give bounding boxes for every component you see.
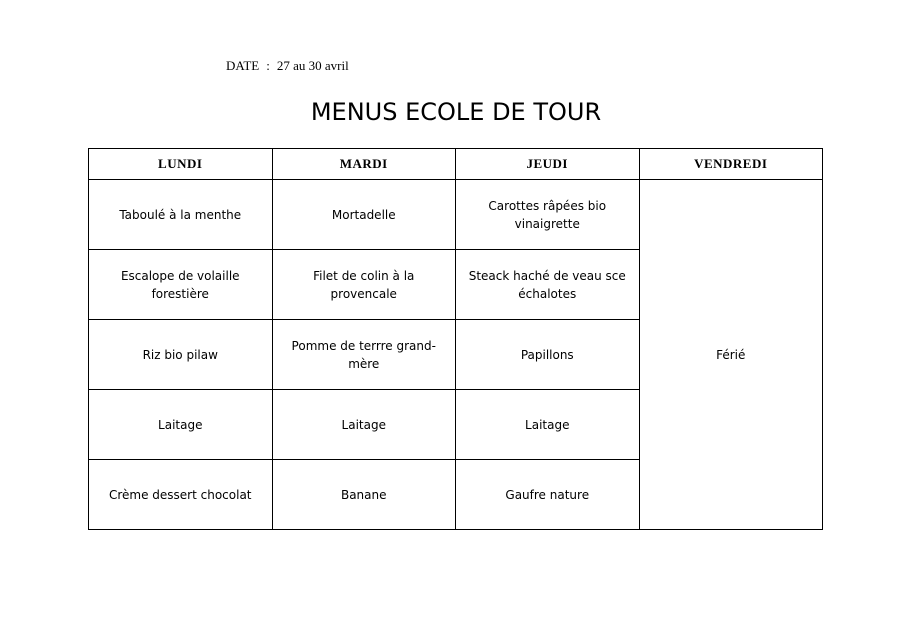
cell-lundi-laitage: Laitage xyxy=(89,390,273,460)
cell-lundi-dessert: Crème dessert chocolat xyxy=(89,460,273,530)
cell-mardi-laitage: Laitage xyxy=(272,390,456,460)
header-row xyxy=(89,149,823,180)
column-header-jeudi: JEUDI xyxy=(456,149,640,180)
cell-jeudi-accompagnement: Papillons xyxy=(456,320,640,390)
cell-lundi-entree: Taboulé à la menthe xyxy=(89,180,273,250)
cell-mardi-accompagnement: Pomme de terrre grand-mère xyxy=(272,320,456,390)
cell-mardi-dessert: Banane xyxy=(272,460,456,530)
cell-vendredi-ferie: Férié xyxy=(639,180,823,530)
page-title: MENUS ECOLE DE TOUR xyxy=(310,98,602,126)
table-row xyxy=(89,180,823,250)
cell-mardi-entree: Mortadelle xyxy=(272,180,456,250)
date-separator: : xyxy=(266,58,270,73)
cell-jeudi-plat: Steack haché de veau sce échalotes xyxy=(456,250,640,320)
cell-lundi-plat: Escalope de volaille forestière xyxy=(89,250,273,320)
cell-jeudi-laitage: Laitage xyxy=(456,390,640,460)
cell-lundi-accompagnement: Riz bio pilaw xyxy=(89,320,273,390)
column-header-lundi: LUNDI xyxy=(89,149,273,180)
column-header-mardi: MARDI xyxy=(272,149,456,180)
cell-jeudi-entree: Carottes râpées bio vinaigrette xyxy=(456,180,640,250)
cell-jeudi-dessert: Gaufre nature xyxy=(456,460,640,530)
cell-mardi-plat: Filet de colin à la provencale xyxy=(272,250,456,320)
column-header-vendredi: VENDREDI xyxy=(639,149,823,180)
menu-table xyxy=(88,148,823,530)
date-value: 27 au 30 avril xyxy=(276,58,349,73)
date-label: DATE xyxy=(226,58,260,73)
date-line xyxy=(226,58,349,74)
